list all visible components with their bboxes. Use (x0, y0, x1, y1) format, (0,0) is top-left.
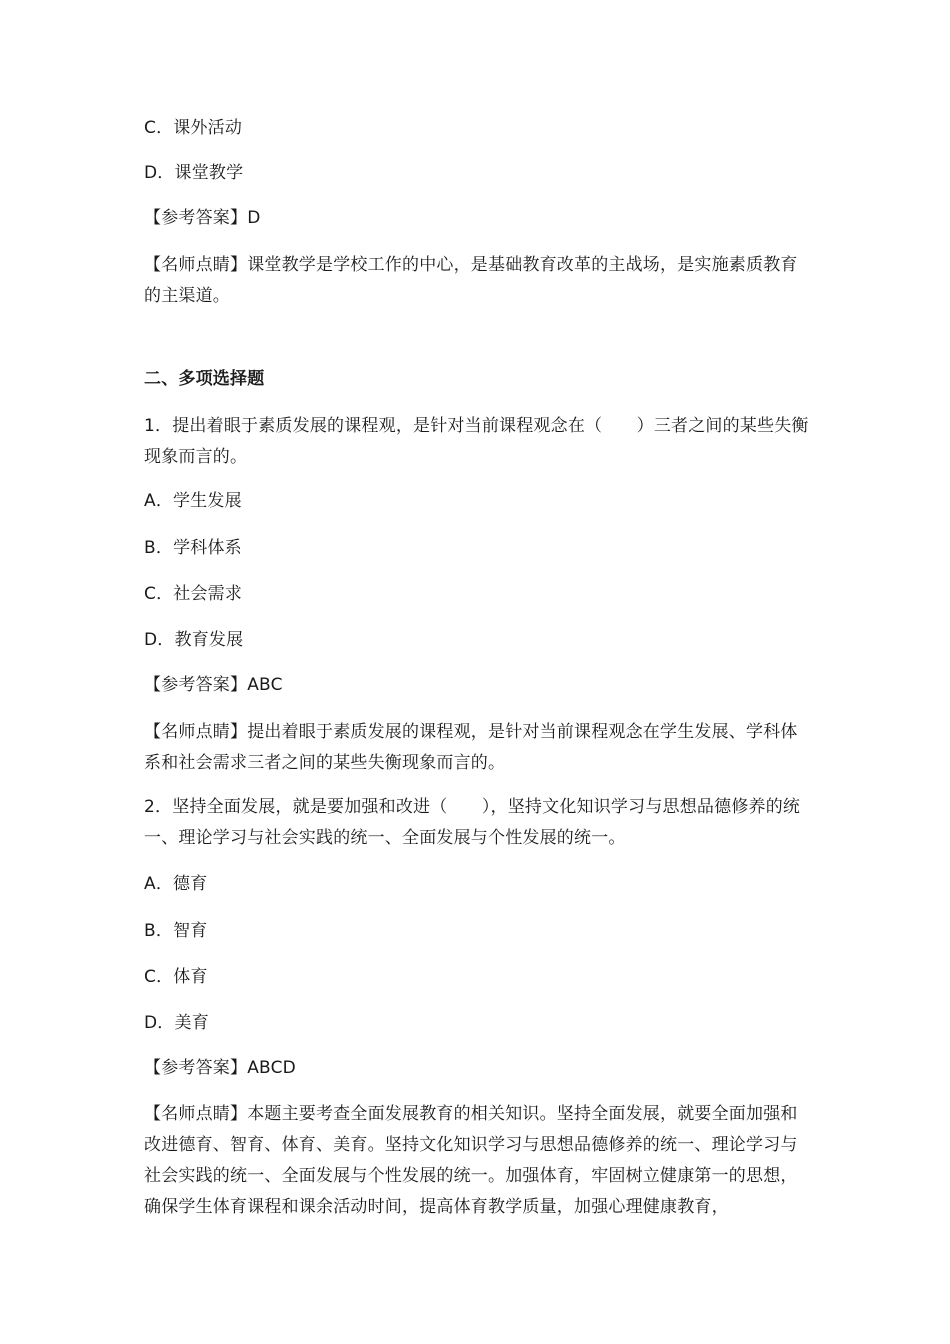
question-2-stem: 2．坚持全面发展，就是要加强和改进（ ），坚持文化知识学习与思想品德修养的统一、理论学习与社会实践的统一、全面发展与个性发展的统一。 (144, 797, 801, 848)
teacher-comment: 【名师点睛】课堂教学是学校工作的中心，是基础教育改革的主战场，是实施素质教育的主渠道。 (144, 255, 798, 306)
question-1-option-d: D．教育发展 (144, 630, 244, 650)
option-d: D．课堂教学 (144, 163, 244, 183)
question-1-option-a: A．学生发展 (144, 491, 242, 511)
question-1-answer: 【参考答案】ABC (144, 675, 283, 695)
question-2-option-b: B．智育 (144, 921, 208, 941)
reference-answer: 【参考答案】D (144, 208, 261, 228)
question-1-comment: 【名师点睛】提出着眼于素质发展的课程观，是针对当前课程观念在学生发展、学科体系和社会需求三者之间的某些失衡现象而言的。 (144, 722, 798, 773)
question-1-option-b: B．学科体系 (144, 538, 242, 558)
section-heading: 二、多项选择题 (144, 369, 265, 389)
question-1-stem: 1．提出着眼于素质发展的课程观，是针对当前课程观念在（ ）三者之间的某些失衡现象而言的。 (144, 416, 809, 467)
question-2-option-d: D．美育 (144, 1013, 209, 1033)
question-2-comment: 【名师点睛】本题主要考查全面发展教育的相关知识。坚持全面发展，就要全面加强和改进德育、智育、体育、美育。坚持文化知识学习与思想品德修养的统一、理论学习与社会实践的统一、全面发展与个性发展的统一。加强体育，牢固树立健康第一的思想，确保学生体育课程和课余活动时间，提高体育教学质量，加强心理健康教育， (144, 1104, 798, 1217)
question-2-option-a: A．德育 (144, 874, 208, 894)
question-1-option-c: C．社会需求 (144, 584, 243, 604)
option-c: C．课外活动 (144, 118, 243, 138)
question-2-answer: 【参考答案】ABCD (144, 1058, 296, 1078)
question-2-option-c: C．体育 (144, 967, 208, 987)
